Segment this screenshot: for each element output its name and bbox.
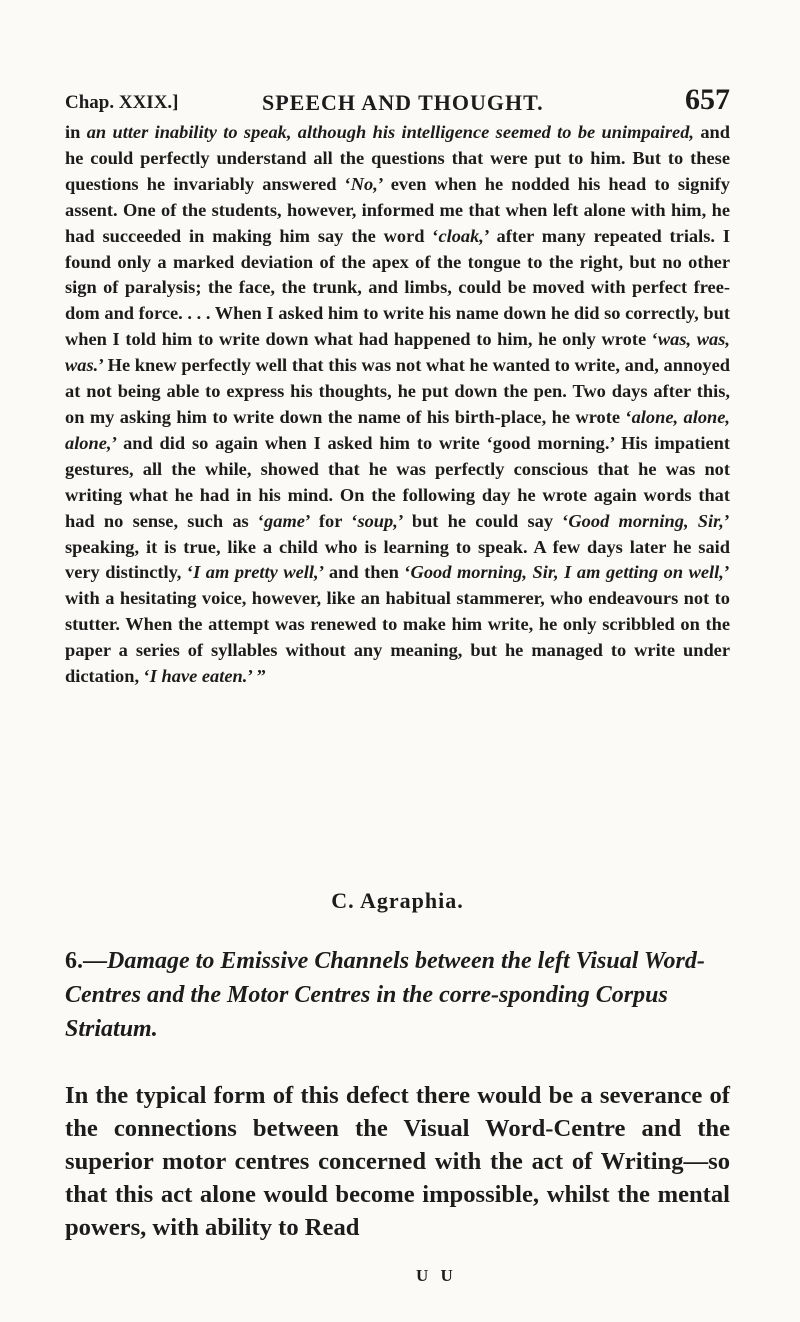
section-title: C. Agraphia. [331, 888, 464, 913]
page-number: 657 [685, 83, 730, 116]
agraphia-paragraph: In the typical form of this defect there would be a severance of the connections between the Visual Word-Centre and the superior motor centres concerned with the act of Writing—so that this act alone would become impossible, whilst the mental powers, with ability to Read [65, 1082, 730, 1241]
subsection-title: Damage to Emissive Channels between the left Visual Word-Centres and the Motor Centres in the corre-sponding Corpus Striatum. [65, 948, 705, 1042]
subsection-number: 6.— [65, 948, 107, 974]
running-header [65, 78, 730, 118]
chapter-label: Chap. XXIX.] [65, 92, 179, 113]
case-paragraph: in an utter inability to speak, although his intelligence seemed to be unimpaired, and he could perfectly understand all the questions that were put to him. But to these questions he invariably answered ‘No,’ even when he nodded his head to signify assent. One of the students, however, informed me that when left alone with him, he had succeeded in making him say the word ‘cloak,’ after many repeated trials. I found only a marked deviation of the apex of the tongue to the right, but no other sign of paralysis; the face, the trunk, and limbs, could be moved with perfect free-dom and force. . . . When I asked him to write his name down he did so correctly, but when I told him to write down what had happened to him, he only wrote ‘was, was, was.’ He knew perfectly well that this was not what he wanted to write, and, annoyed at not being able to express his thoughts, he put down the pen. Two days after this, on my asking him to write down the name of his birth-place, he wrote ‘alone, alone, alone,’ and did so again when I asked him to write ‘good morning.’ His impatient gestures, all the while, showed that he was perfectly conscious that he was not writing what he had in his mind. On the following day he wrote again words that had no sense, such as ‘game’ for ‘soup,’ but he could say ‘Good morning, Sir,’ speaking, it is true, like a child who is learning to speak. A few days later he said very distinctly, ‘I am pretty well,’ and then ‘Good morning, Sir, I am getting on well,’ with a hesitating voice, however, like an habitual stammerer, who endeavours not to stutter. When the attempt was renewed to make him write, he only scribbled on the paper a series of syllables without any meaning, but he managed to write under dictation, ‘I have eaten.’ ” [65, 122, 731, 687]
signature-mark: U U [416, 1266, 457, 1285]
running-title: SPEECH AND THOUGHT. [262, 90, 544, 115]
subsection-heading [65, 944, 730, 1046]
